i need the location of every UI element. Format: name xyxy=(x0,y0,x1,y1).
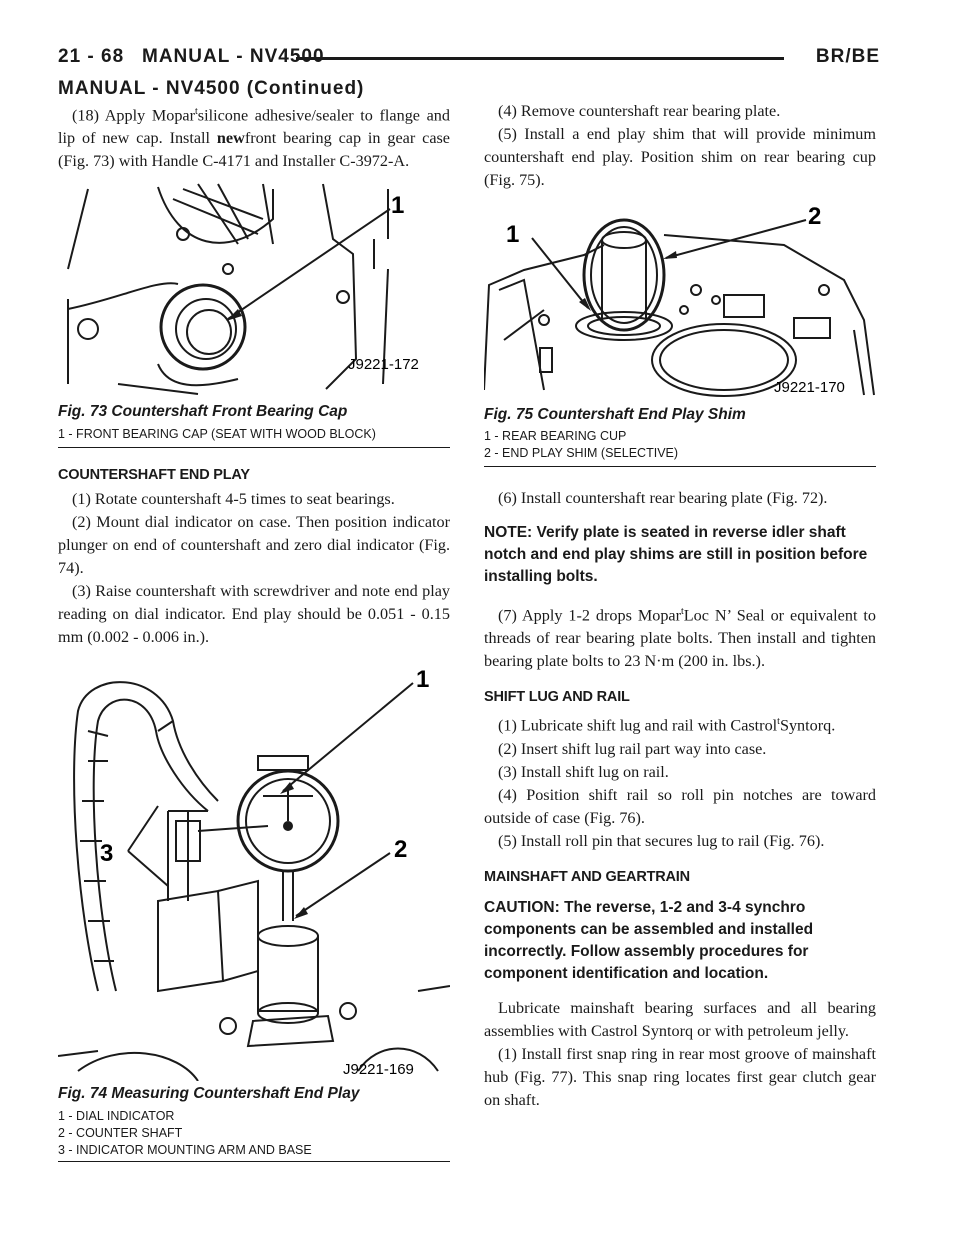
shift-step-1: (1) Lubricate shift lug and rail with Castrol$^t$Syntorq. xyxy=(498,716,836,735)
fig-74-rule xyxy=(58,1161,450,1162)
section-heading-mainshaft-and-geartrain: MAINSHAFT AND GEARTRAIN xyxy=(484,868,690,885)
fig-75-callout-1: 1 xyxy=(506,221,520,248)
endplay-step-1: (1) Rotate countershaft 4-5 times to seat bearings. xyxy=(72,490,395,509)
shift-step-2: (2) Insert shift lug rail part way into case. xyxy=(498,739,767,758)
shift-step-3: (3) Install shift lug on rail. xyxy=(498,762,669,781)
shift-step-4: (4) Position shift rail so roll pin notches are toward outside of case (Fig. 76). xyxy=(484,785,876,827)
fig-73-key-1: 1 - FRONT BEARING CAP (SEAT WITH WOOD BLOCK) xyxy=(58,427,376,442)
fig-74-callout-3: 3 xyxy=(100,840,114,868)
page-number: 21 - 68 xyxy=(58,46,125,67)
left-column xyxy=(58,100,450,1162)
fig-73-callout-1: 1 xyxy=(391,192,405,220)
section-heading-shift-lug-and-rail: SHIFT LUG AND RAIL xyxy=(484,689,630,706)
note-verify-plate: NOTE: Verify plate is seated in reverse idler shaft notch and end play shims are still in position before installing bolts. xyxy=(484,524,868,585)
main-step-1: (1) Install first snap ring in rear most groove of mainshaft hub (Fig. 77). This snap ring locates first gear clutch gear on shaft. xyxy=(484,1044,876,1109)
fig-75-callout-2: 2 xyxy=(808,203,822,230)
fig-73-illustration xyxy=(58,179,450,397)
fig-74-key-2: 2 - COUNTER SHAFT xyxy=(58,1126,183,1141)
endplay-step-3: (3) Raise countershaft with screwdriver and note end play reading on dial indicator. End play should be 0.051 - 0.15 mm (0.002 - 0.006 in.). xyxy=(58,582,450,647)
fig-74-key-1: 1 - DIAL INDICATOR xyxy=(58,1109,175,1124)
fig-74-caption: Fig. 74 Measuring Countershaft End Play xyxy=(58,1085,360,1103)
fig-73-code: J9221-172 xyxy=(348,356,419,374)
fig-75-rule xyxy=(484,466,876,467)
lubricate-paragraph: Lubricate mainshaft bearing surfaces and all bearing assemblies with Castrol Syntorq or with petroleum jelly. xyxy=(484,998,876,1040)
right-column xyxy=(484,100,876,1112)
endplay-step-2: (2) Mount dial indicator on case. Then position indicator plunger on end of countershaft and zero dial indicator (Fig. 74). xyxy=(58,513,450,578)
step-18: (18) Apply Mopar$^t$silicone adhesive/sealer to flange and lip of new cap. Install newfront bearing cap in gear case (Fig. 73) with Handle C-4171 and Installer C-3972-A. xyxy=(58,106,450,171)
page-header xyxy=(58,46,880,70)
fig-73 xyxy=(58,179,450,448)
step-6: (6) Install countershaft rear bearing plate (Fig. 72). xyxy=(498,489,828,507)
fig-75 xyxy=(484,200,876,467)
section-heading-countershaft-end-play: COUNTERSHAFT END PLAY xyxy=(58,467,250,484)
model-code: BR/BE xyxy=(815,46,880,67)
fig-75-caption: Fig. 75 Countershaft End Play Shim xyxy=(484,406,746,423)
fig-74-code: J9221-169 xyxy=(343,1061,414,1079)
shift-step-5: (5) Install roll pin that secures lug to rail (Fig. 76). xyxy=(498,831,825,850)
header-title: MANUAL - NV4500 xyxy=(142,46,325,67)
caution-synchro: CAUTION: The reverse, 1-2 and 3-4 synchro components can be assembled and installed incorrectly. Follow assembly procedures for component identification and location. xyxy=(484,898,814,982)
fig-75-key-2: 2 - END PLAY SHIM (SELECTIVE) xyxy=(484,446,679,460)
step-5: (5) Install a end play shim that will provide minimum countershaft end play. Position shim on rear bearing cup (Fig. 75). xyxy=(484,125,876,189)
fig-75-key-1: 1 - REAR BEARING CUP xyxy=(484,429,627,443)
step-4: (4) Remove countershaft rear bearing plate. xyxy=(498,102,781,120)
fig-73-caption: Fig. 73 Countershaft Front Bearing Cap xyxy=(58,403,348,421)
fig-75-code: J9221-170 xyxy=(774,379,845,396)
fig-74-key-3: 3 - INDICATOR MOUNTING ARM AND BASE xyxy=(58,1143,312,1158)
header-rule xyxy=(296,57,784,60)
fig-74-callout-1: 1 xyxy=(416,666,430,694)
fig-75-illustration xyxy=(484,200,876,400)
step-7: (7) Apply 1-2 drops Mopar$^t$Loc N’ Seal or equivalent to threads of rear bearing plate bolts. Then install and tighten bearing plate bolts to 23 N·m (200 in. lbs.). xyxy=(484,606,876,671)
fig-73-rule xyxy=(58,447,450,448)
fig-74-illustration xyxy=(58,661,450,1081)
fig-74 xyxy=(58,661,450,1162)
fig-74-callout-2: 2 xyxy=(394,836,408,864)
continued-heading: MANUAL - NV4500 (Continued) xyxy=(58,78,365,99)
